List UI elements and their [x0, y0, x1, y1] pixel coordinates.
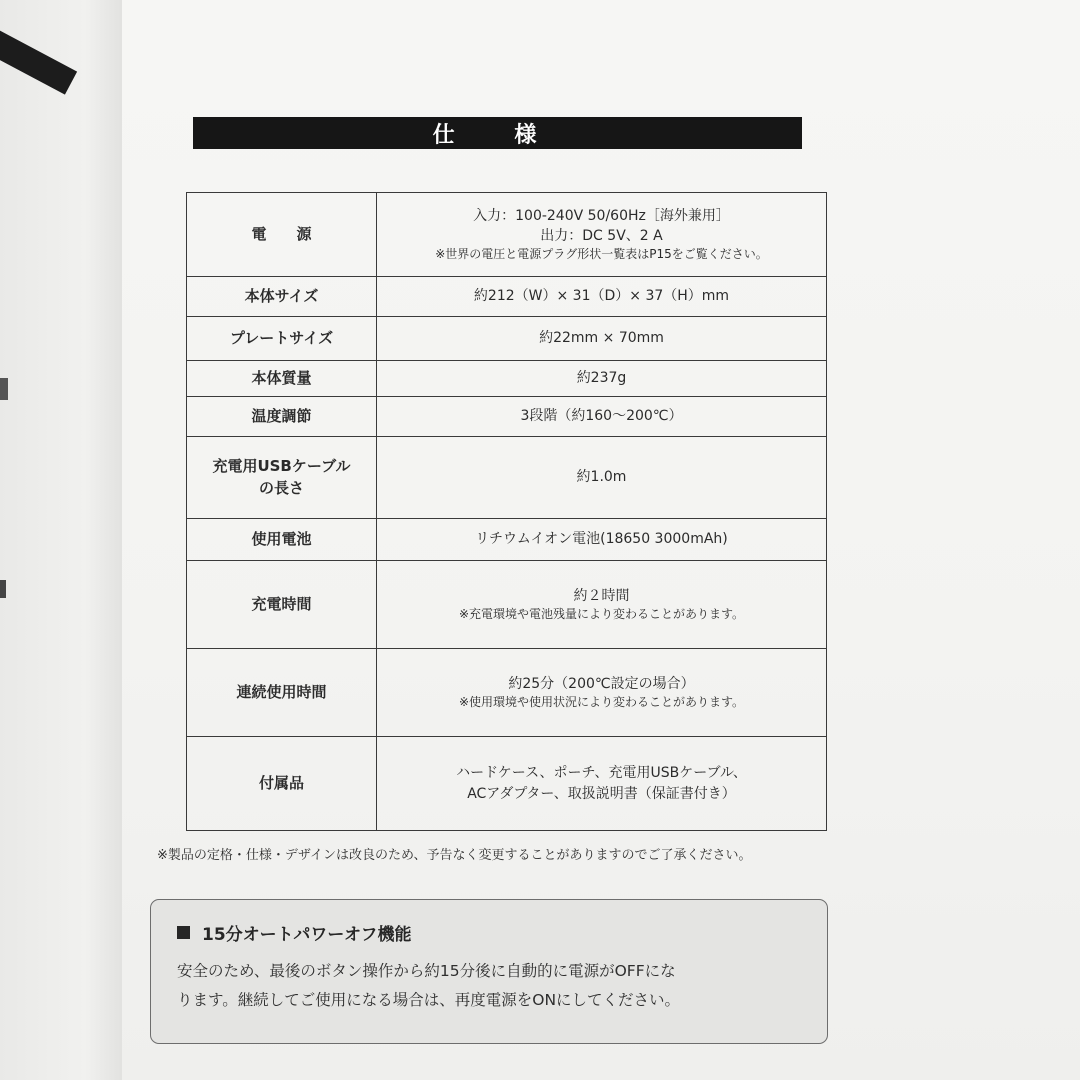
spec-title: 仕 様 [432, 122, 563, 148]
spec-label: 本体質量 [187, 361, 377, 397]
spec-value [377, 193, 827, 277]
spec-row [187, 317, 827, 361]
spec-value-line: 約２時間 [573, 587, 630, 604]
spec-value [377, 361, 827, 397]
spec-value-line: 入力：100-240V 50/60Hz［海外兼用］ [473, 207, 730, 224]
spec-row [187, 397, 827, 437]
spec-row [187, 437, 827, 519]
spec-label: プレートサイズ [187, 317, 377, 361]
spec-value [377, 277, 827, 317]
spec-label: 電 源 [187, 193, 377, 277]
spec-value-line: 3段階（約160～200℃） [520, 408, 683, 425]
spec-value-line: 出力：DC 5V、2 A [540, 227, 663, 244]
auto-power-off-notice [150, 899, 828, 1044]
spec-row [187, 649, 827, 737]
spec-value-line: リチウムイオン電池(18650 3000mAh) [475, 531, 728, 548]
spec-label: 使用電池 [187, 519, 377, 561]
spec-row [187, 519, 827, 561]
spec-row [187, 561, 827, 649]
spec-value-line: ACアダプター、取扱説明書（保証書付き） [467, 785, 736, 802]
page-edge-text-fragment [0, 580, 6, 598]
spec-label: 連続使用時間 [187, 649, 377, 737]
left-booklet-page [0, 0, 122, 1080]
spec-label: 付属品 [187, 737, 377, 831]
notice-body-line: ります。継続してご使用になる場合は、再度電源をONにしてください。 [177, 990, 681, 1009]
notice-body-line: 安全のため、最後のボタン操作から約15分後に自動的に電源がOFFにな [177, 962, 676, 980]
spec-value [377, 437, 827, 519]
spec-value [377, 649, 827, 737]
spec-row [187, 277, 827, 317]
spec-note: ※充電環境や電池残量により変わることがあります。 [458, 606, 745, 621]
spec-value-line: 約237g [576, 370, 627, 387]
spec-label: 充電時間 [187, 561, 377, 649]
black-stripe-decoration [0, 20, 77, 95]
spec-value-line: 約1.0m [576, 469, 627, 486]
spec-value [377, 397, 827, 437]
notice-body [177, 957, 801, 1014]
spec-value-line: 約212（W）× 31（D）× 37（H）mm [473, 288, 730, 305]
spec-value-line: ハードケース、ポーチ、充電用USBケーブル、 [456, 765, 747, 782]
spec-note: ※使用環境や使用状況により変わることがあります。 [458, 694, 745, 709]
spec-row [187, 361, 827, 397]
spec-value [377, 561, 827, 649]
notice-title: 15分オートパワーオフ機能 [202, 925, 412, 945]
spec-row [187, 193, 827, 277]
spec-title-bar [193, 117, 802, 149]
spec-label: 本体サイズ [187, 277, 377, 317]
spec-value [377, 317, 827, 361]
spec-label: 充電用USBケーブル の長さ [187, 437, 377, 519]
page-edge-text-fragment [0, 378, 8, 400]
spec-value [377, 519, 827, 561]
spec-footnote: ※製品の定格・仕様・デザインは改良のため、予告なく変更することがありますのでご了承ください。 [157, 848, 752, 863]
spec-note: ※世界の電圧と電源プラグ形状一覧表はP15をご覧ください。 [435, 247, 768, 262]
spec-value [377, 737, 827, 831]
spec-label: 温度調節 [187, 397, 377, 437]
spec-value-line: 約22mm × 70mm [539, 330, 664, 347]
spec-row [187, 737, 827, 831]
spec-value-line: 約25分（200℃設定の場合） [508, 675, 695, 692]
square-bullet-icon [177, 926, 190, 939]
spec-table [186, 192, 827, 831]
notice-heading [177, 920, 801, 945]
